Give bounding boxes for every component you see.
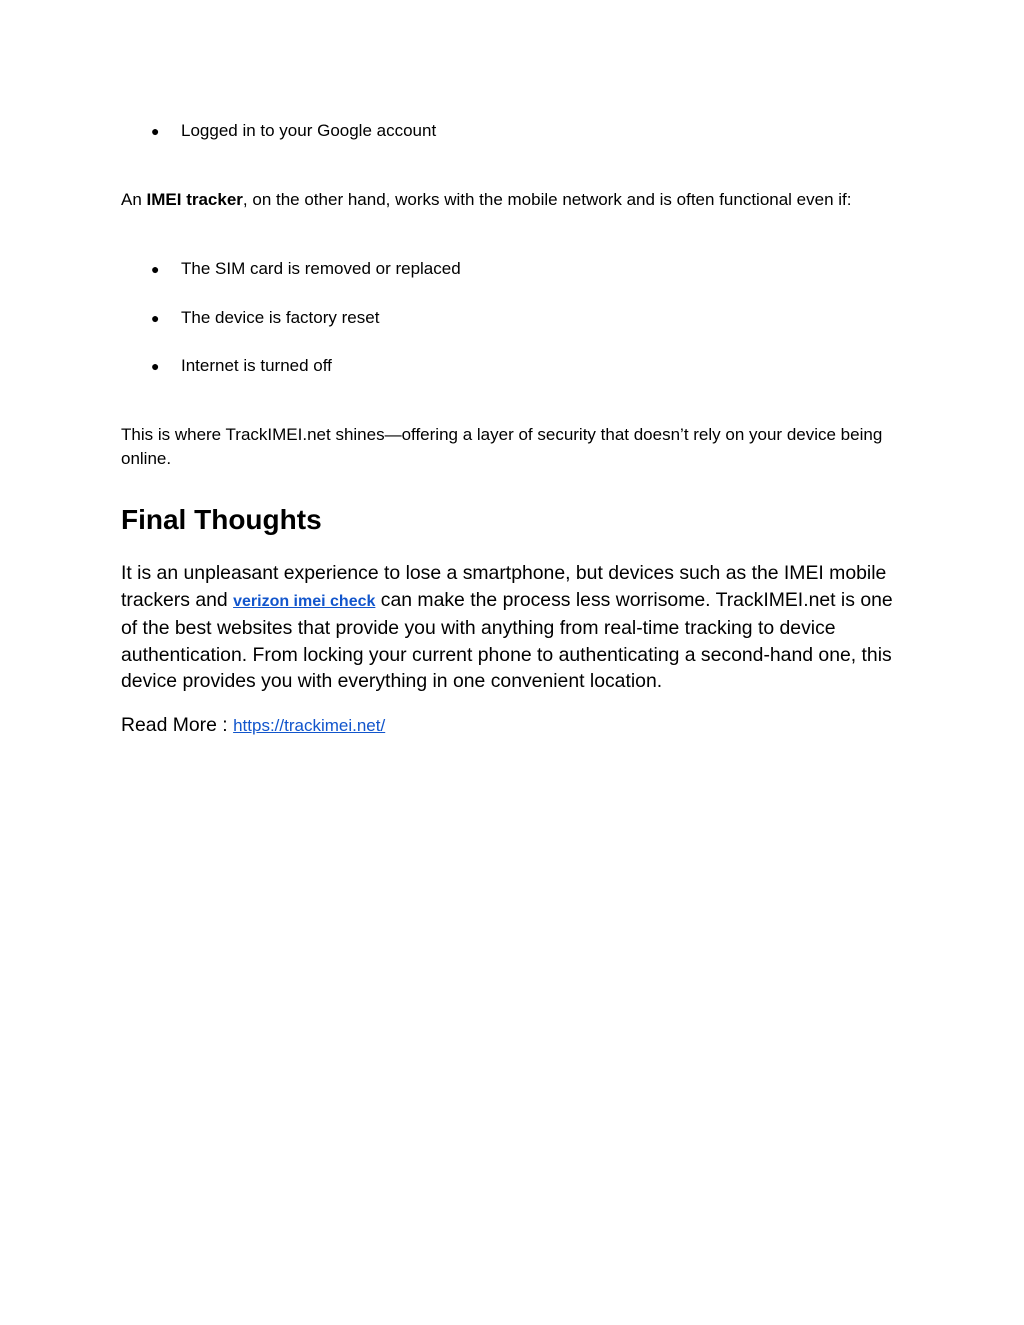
imei-tracker-bold: IMEI tracker <box>146 190 243 209</box>
bullet-icon: ● <box>151 261 160 277</box>
final-text-after-link: can make the process less worrisome. TrackIMEI.net is one of the best websites that provide you with anything from real-time tracking to device authentication. From locking your current phone to authenticating a second-hand one, this device provides you with everything in one convenient location. <box>121 588 893 692</box>
list-item-text: Logged in to your Google account <box>181 121 437 140</box>
list-item <box>121 258 461 280</box>
list-item-text: The SIM card is removed or replaced <box>181 259 461 278</box>
read-more-line <box>121 712 385 739</box>
imei-paragraph-suffix: , on the other hand, works with the mobile network and is often functional even if: <box>242 190 852 209</box>
bullet-icon: ● <box>151 123 160 139</box>
trackimei-url-link[interactable]: https://trackimei.net/ <box>233 716 386 735</box>
imei-tracker-paragraph <box>121 188 901 212</box>
list-item-text: Internet is turned off <box>181 356 332 375</box>
list-item <box>121 307 461 329</box>
final-thoughts-paragraph <box>121 560 901 695</box>
read-more-label: Read More : <box>121 714 234 736</box>
bullet-list-imei-conditions <box>121 258 461 404</box>
list-item <box>121 120 436 142</box>
list-item-text: The device is factory reset <box>181 307 380 327</box>
bullet-list-account <box>121 120 436 142</box>
trackimei-shines-paragraph: This is where TrackIMEI.net shines—offering a layer of security that doesn’t rely on your device being online. <box>121 425 883 468</box>
verizon-imei-check-link[interactable]: verizon imei check <box>233 592 376 610</box>
imei-paragraph-prefix: An <box>121 190 147 209</box>
final-text-before-link: It is an unpleasant experience to lose a smartphone, but devices such as the IMEI mobile trackers and <box>121 562 887 611</box>
bullet-icon: ● <box>151 358 160 374</box>
bullet-icon: ● <box>151 309 160 326</box>
final-thoughts-heading: Final Thoughts <box>121 504 322 535</box>
list-item <box>121 355 461 377</box>
